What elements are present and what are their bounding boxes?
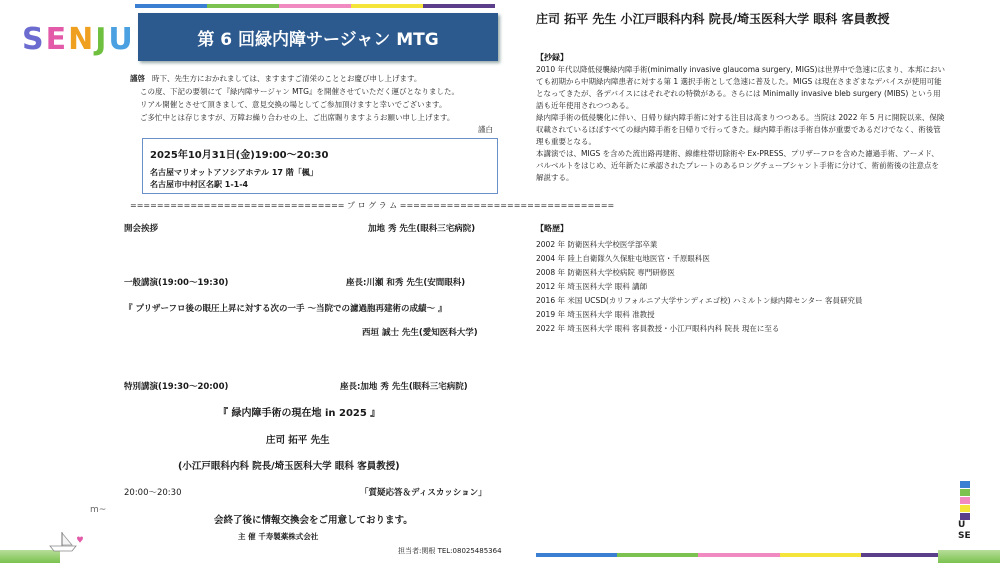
general-lecture-chair: 座長:川瀬 和秀 先生(安間眼科) bbox=[346, 278, 466, 288]
senju-logo bbox=[22, 22, 135, 57]
abstract-label: 【抄録】 bbox=[536, 53, 568, 62]
greeting-lead: 謹啓 bbox=[130, 74, 145, 83]
career-label: 【略歴】 bbox=[536, 224, 568, 233]
color-stripe-decoration bbox=[960, 481, 970, 521]
abstract-paragraph: 緑内障手術の低侵襲化に伴い、日帰り緑内障手術に対する注目は高まりつつある。当院は 2022 年 5 月に開院以来、保険収載されているほぼすべての緑内障手術を日帰りで行ってきた。緑内障手術は手術自体が重要であるだけでなく、術後管理も重要となる。 bbox=[536, 113, 945, 146]
logo-letter: S bbox=[22, 22, 46, 57]
program-header: ================================ プ ロ グ ラ ム ================================ bbox=[130, 201, 615, 210]
greeting-line: リアル開催とさせて頂きまして、意見交換の場としてご参加頂けますと幸いでございます。 bbox=[140, 100, 447, 109]
logo-letter: U bbox=[108, 22, 135, 57]
career-item: 2022 年 埼玉医科大学 眼科 客員教授・小江戸眼科内科 院長 現在に至る bbox=[536, 324, 780, 333]
grass-decoration bbox=[938, 550, 1000, 563]
sponsor: 主 催 千寿製薬株式会社 bbox=[238, 532, 319, 541]
top-color-bar-left bbox=[135, 4, 495, 8]
event-title: 第 6 回緑内障サージャン MTG bbox=[138, 13, 498, 61]
career-item: 2012 年 埼玉医科大学 眼科 講師 bbox=[536, 282, 648, 291]
abstract-paragraph: 2010 年代以降低侵襲緑内障手術(minimally invasive glaucoma surgery, MIGS)は世界中で急速に広まり、本邦においても初期から中期緑内障患者に対する第 1 選択手術として急速に普及した。MIGS は現在さまざまなデバイスが使用可能となってきたが、各デバイスにはそれぞれの特徴がある。さらには Minimally invasive bleb surgery (MIBS) という用語も近年使用されつつある。 bbox=[536, 65, 945, 110]
greeting-line: ご多忙中とは存じますが、万障お繰り合わせの上、ご出席賜りますようお願い申し上げます。 bbox=[140, 113, 455, 122]
career-item: 2016 年 米国 UCSD(カリフォルニア大学サンディエゴ校) ハミルトン緑内障センター 客員研究員 bbox=[536, 296, 863, 305]
abstract-section bbox=[536, 52, 946, 184]
special-lecture-speaker: 庄司 拓平 先生 bbox=[266, 435, 330, 446]
boat-icon bbox=[46, 530, 86, 554]
logo-letter: E bbox=[45, 22, 69, 57]
special-lecture-chair: 座長:加地 秀 先生(眼科三宅病院) bbox=[340, 382, 468, 392]
opening-label: 開会挨拶 bbox=[124, 224, 159, 234]
career-item: 2019 年 埼玉医科大学 眼科 准教授 bbox=[536, 310, 655, 319]
general-lecture-label: 一般講演(19:00～19:30) bbox=[124, 278, 229, 288]
greeting-text bbox=[130, 72, 500, 124]
partial-mark: m~ bbox=[90, 505, 107, 515]
greeting-line: この度、下記の要領にて『緑内障サージャン MTG』を開催させていただく運びとなりました。 bbox=[140, 87, 459, 96]
bottom-color-bar-right bbox=[536, 553, 942, 557]
closing-note: 会終了後に情報交換会をご用意しております。 bbox=[214, 515, 413, 526]
discussion-label: 「質疑応答＆ディスカッション」 bbox=[360, 488, 487, 498]
event-datetime: 2025年10月31日(金)19:00～20:30 bbox=[150, 150, 329, 161]
general-lecture-speaker: 西垣 誠士 先生(愛知医科大学) bbox=[362, 328, 478, 338]
speaker-header: 庄司 拓平 先生 小江戸眼科内科 院長/埼玉医科大学 眼科 客員教授 bbox=[536, 12, 890, 26]
general-lecture-title: 『 プリザーフロ後の眼圧上昇に対する次の一手 ～当院での濾過胞再建術の成績～ 』 bbox=[124, 304, 447, 314]
contact-info: 担当者:関根 TEL:08025485364 bbox=[398, 547, 502, 555]
event-address: 名古屋市中村区名駅 1-1-4 bbox=[150, 180, 249, 189]
discussion-time: 20:00～20:30 bbox=[124, 488, 182, 498]
career-section bbox=[536, 222, 862, 336]
career-item: 2008 年 防衛医科大学校病院 専門研修医 bbox=[536, 268, 675, 277]
logo-letter: J bbox=[95, 22, 109, 57]
special-lecture-affiliation: (小江戸眼科内科 院長/埼玉医科大学 眼科 客員教授) bbox=[178, 461, 400, 472]
abstract-paragraph: 本講演では、MIGS を含めた流出路再建術、線維柱帯切除術や Ex-PRESS、プリザーフロを含めた濾過手術、アーメド、バルベルトをはじめ、近年新たに承認されたプレートのあるロングチューブシャント手術に分けて、術前術後の注意点を解説する。 bbox=[536, 149, 940, 182]
event-venue: 名古屋マリオットアソシアホテル 17 階「楓」 bbox=[150, 168, 318, 177]
partial-logo-text: U SE bbox=[958, 520, 971, 541]
opening-speaker: 加地 秀 先生(眼科三宅病院) bbox=[368, 224, 476, 234]
special-lecture-label: 特別講演(19:30～20:00) bbox=[124, 382, 229, 392]
greeting-line: 時下、先生方におかれましては、ますますご清栄のこととお慶び申し上げます。 bbox=[152, 74, 422, 83]
logo-letter: N bbox=[68, 22, 96, 57]
special-lecture-title: 『 緑内障手術の現在地 in 2025 』 bbox=[218, 408, 381, 419]
career-item: 2002 年 防衛医科大学校医学部卒業 bbox=[536, 240, 658, 249]
greeting-signoff: 謹白 bbox=[478, 125, 493, 134]
career-item: 2004 年 陸上自衛隊久久保駐屯地医官・千原眼科医 bbox=[536, 254, 710, 263]
